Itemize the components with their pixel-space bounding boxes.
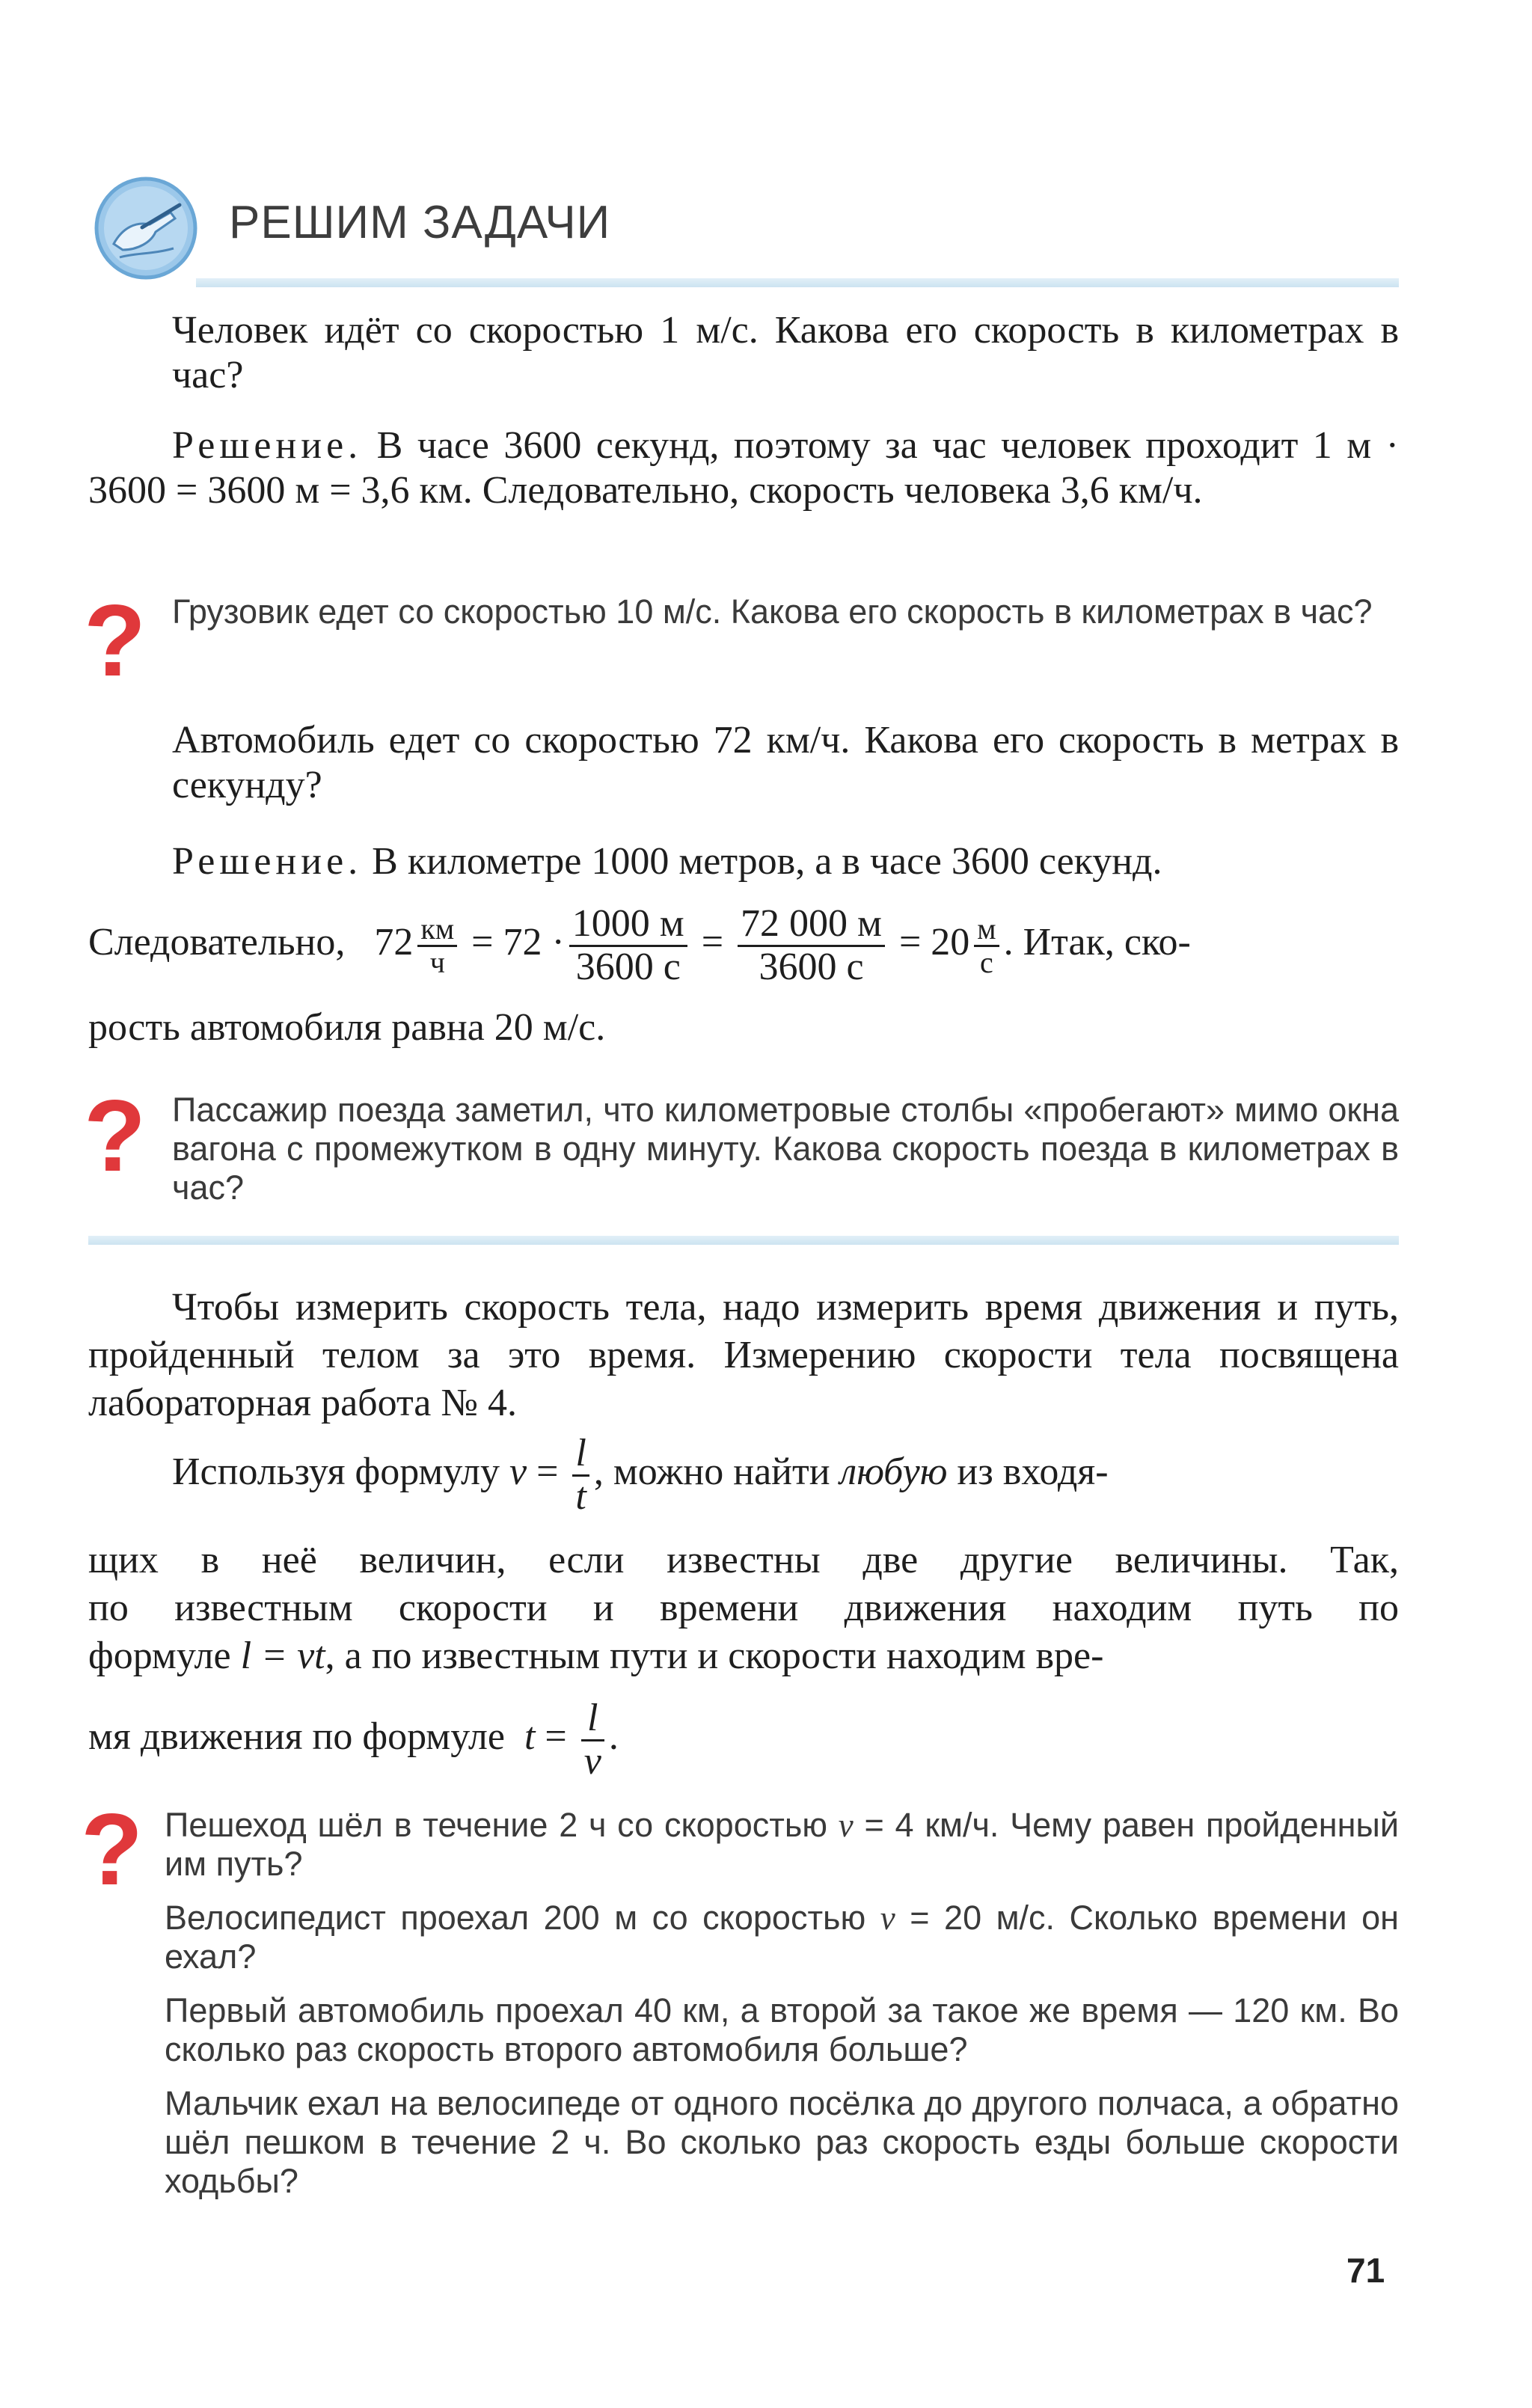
question-mark-icon: ?	[84, 583, 147, 697]
exercise-2: Велосипедист проехал 200 м со скоростью v = 20 м/с. Сколько времени он ехал?	[165, 1899, 1400, 1976]
question-1: Грузовик едет со скоростью 10 м/с. Какова его скорость в километрах в час?	[172, 592, 1373, 631]
fraction-1000m-3600s: $\frac{1000 м}{3600 с}$	[569, 904, 687, 987]
theory-paragraph-1: Чтобы измерить скорость тела, надо измерить время движения и путь, пройденный телом за это время. Измерению скорости тела посвящена лабораторная работа № 4.	[88, 1286, 1399, 1424]
example-2-conclusion: рость автомобиля равна 20 м/с.	[88, 1006, 606, 1049]
solution-text: В часе 3600 секунд, поэтому за час человек проходит 1 м · 3600 = 3600 м = 3,6 км. Следовательно, скорость человека 3,6 км/ч.	[88, 424, 1399, 512]
solution-label: Решение.	[172, 840, 363, 883]
fraction-m-per-s: $\frac{м}{с}$	[974, 913, 999, 978]
exercise-4: Мальчик ехал на велосипеде от одного посёлка до другого полчаса, а обратно шёл пешком в течение 2 ч. Во сколько раз скорость езды больше скорости ходьбы?	[165, 2084, 1399, 2200]
solution-text: В километре 1000 метров, а в часе 3600 секунд.	[372, 840, 1162, 883]
example-2-solution	[172, 839, 1162, 884]
conversion-formula: Следовательно, 72 $\frac{км}{ч}$ = 72 · $\frac{1000 м}{3600 с}$ = $\frac{72 000 м}{3600 с}$ = 20 $\frac{м}{с}$ . Итак, ско-	[88, 902, 1191, 988]
example-1-solution	[88, 423, 1399, 513]
section-title: РЕШИМ ЗАДАЧИ	[229, 197, 611, 248]
question-2: Пассажир поезда заметил, что километровые столбы «пробегают» мимо окна вагона с промежутком в одну минуту. Какова скорость поезда в километрах в час?	[172, 1091, 1399, 1207]
fraction-l-over-t: $\frac{l}{t}$	[572, 1433, 589, 1517]
example-2-problem: Автомобиль едет со скоростью 72 км/ч. Какова его скорость в метрах в секунду?	[172, 719, 1399, 806]
hand-writing-icon	[93, 175, 199, 281]
fraction-72000m-3600s: $\frac{72 000 м}{3600 с}$	[738, 904, 885, 987]
fraction-km-per-h: $\frac{км}{ч}$	[417, 913, 457, 978]
fraction-l-over-v: $\frac{l}{v}$	[581, 1698, 604, 1782]
page-number: 71	[1346, 2251, 1385, 2290]
section-divider	[88, 1236, 1399, 1245]
question-mark-icon: ?	[81, 1792, 144, 1906]
theory-line-5: формуле l = vt, а по известным пути и скорости находим вре-	[88, 1635, 1104, 1677]
theory-line-3: щих в неё величин, если известны две другие величины. Так,	[88, 1539, 1399, 1581]
exercise-3: Первый автомобиль проехал 40 км, а второй за такое же время — 120 км. Во сколько раз скорость второго автомобиля больше?	[165, 1991, 1399, 2068]
theory-formula-line: Используя формулу v = $\frac{l}{t}$ , можно найти любую из входя-	[172, 1432, 1109, 1518]
exercise-1: Пешеход шёл в течение 2 ч со скоростью v = 4 км/ч. Чему равен пройденный им путь?	[165, 1806, 1399, 1883]
header-rule	[196, 278, 1399, 287]
question-mark-icon: ?	[84, 1079, 147, 1192]
solution-label: Решение.	[172, 424, 363, 467]
theory-line-4: по известным скорости и времени движения находим путь по	[88, 1587, 1399, 1629]
example-1-problem: Человек идёт со скоростью 1 м/с. Какова его скорость в километрах в час?	[172, 309, 1399, 396]
theory-formula-time: мя движения по формуле t = $\frac{l}{v}$ .	[88, 1697, 619, 1783]
